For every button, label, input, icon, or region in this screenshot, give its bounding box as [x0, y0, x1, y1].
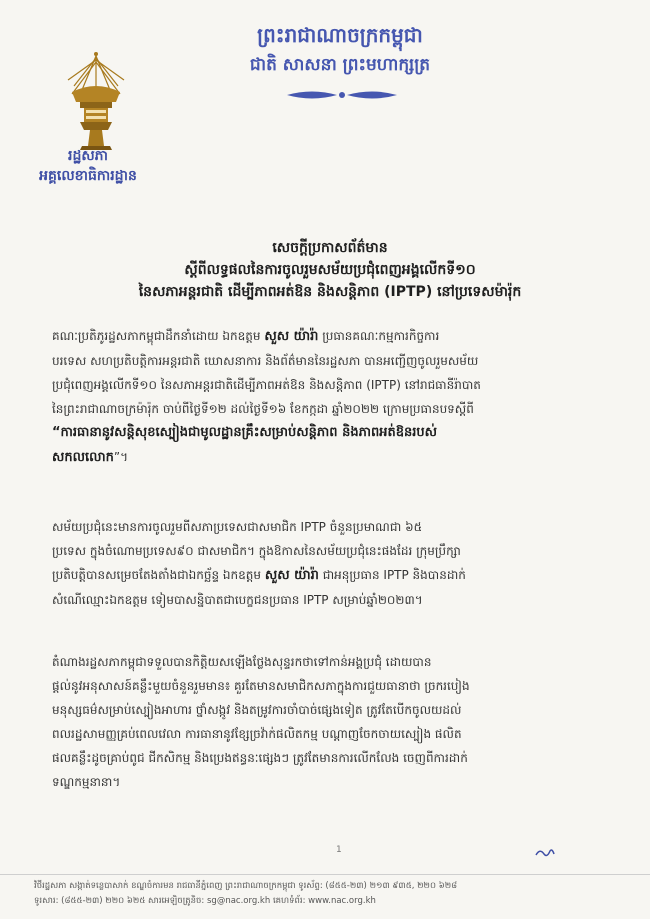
title-line-3: នៃសភាអន្តរជាតិ ដើម្បីភាពអត់ឱន និងសន្តិភាព (IPTP) នៅប្រទេសម៉ារ៉ុក	[138, 284, 522, 300]
footer	[0, 874, 650, 906]
p1-text: គណៈប្រតិភូរដ្ឋសភាកម្ពុជាដឹកនាំដោយ ឯកឧត្តម	[52, 329, 265, 343]
office-line-1: រដ្ឋសភា	[68, 148, 108, 164]
divider-ornament-icon	[282, 88, 402, 102]
p3-line-1: តំណាងរដ្ឋសភាកម្ពុជាទទួលបានកិត្តិយសឡើងថ្លែងសុន្ទរកថាទៅកាន់អង្គប្រជុំ ដោយបាន	[52, 655, 432, 669]
motto-line: ជាតិ សាសនា ព្រះមហាក្សត្រ	[249, 55, 431, 75]
p1-line-5-theme: “ការធានានូវសន្តិសុខស្បៀងជាមូលដ្ឋានគ្រឹះសម្រាប់សន្តិភាព និងភាពអត់ឱនរបស់	[52, 425, 437, 440]
office-line-2: អគ្គលេខាធិការដ្ឋាន	[39, 168, 137, 184]
p3-line-6: ទណ្ឌកម្មនានា។	[52, 775, 121, 789]
signature-mark-icon	[534, 846, 556, 860]
p2-line-1: សម័យប្រជុំនេះមានការចូលរួមពីសភាប្រទេសជាសមាជិក IPTP ចំនួនប្រមាណជា ៦៥	[52, 520, 423, 534]
delegate-name: សួស យ៉ារ៉ា	[264, 329, 319, 344]
p1-text: ប្រធានគណៈកម្មការកិច្ចការ	[318, 329, 440, 343]
p1-line-1	[52, 324, 608, 349]
p1-line-6	[52, 445, 608, 470]
document-title	[40, 237, 620, 303]
p3-line-3: មនុស្សធម៌សម្រាប់ស្បៀងអាហារ ថ្នាំសង្កូវ និងតម្រូវការចាំបាច់ផ្សេងទៀត ត្រូវតែបើកចូលយដល់	[52, 703, 462, 717]
title-line-2: ស្តីពីលទ្ធផលនៃការចូលរួមសម័យប្រជុំពេញអង្គលើកទី១០	[184, 262, 476, 278]
p3-line-2: ផ្តល់នូវអនុសាសន៍គន្លឹះមួយចំនួនរួមមាន៖ គួរតែមានសមាជិកសភាក្នុងការជួយធានាថា ច្រករបៀង	[52, 679, 470, 693]
p3-line-4: ពលរដ្ឋសាមញ្ញគ្រប់ពេលវេលា ការធានានូវខ្សែច្រវ៉ាក់ផលិតកម្ម បណ្តាញចែកចាយស្បៀង ផលិត	[52, 727, 462, 741]
p3-line-5: ផលគន្លឹះដូចគ្រាប់ពូជ ជីកសិកម្ម និងប្រេងឥន្ធនៈផ្សេងៗ ត្រូវតែមានការលើកលែង ចេញពីការដាក់	[52, 751, 468, 765]
paragraph-2	[52, 515, 608, 612]
delegate-name: សួស យ៉ារ៉ា	[264, 568, 319, 583]
p2-text: ប្រតិបត្តិបានសម្រេចតែងតាំងជាឯកច្ឆ័ន្ទ ឯកឧត្តម	[52, 568, 265, 582]
p2-line-4: សំណើឈ្មោះឯកឧត្តម ទៀមបាសន្និបាតជាបេក្ខជនប្រធាន IPTP សម្រាប់ឆ្នាំ២០២៣។	[52, 593, 423, 607]
paragraph-1	[52, 324, 608, 470]
issuing-office	[28, 146, 148, 186]
p1-line-2: បរទេស សហប្រតិបត្តិការអន្តរជាតិ ឃោសនាការ និងព័ត៌មាននៃរដ្ឋសភា បានអញ្ជើញចូលរួមសម័យ	[52, 354, 479, 368]
title-line-1: សេចក្តីប្រកាសព័ត៌មាន	[272, 240, 388, 256]
p1-line-4: នៃព្រះរាជាណាចក្រម៉ារ៉ុក ចាប់ពីថ្ងៃទី១២ ដល់ថ្ងៃទី១៦ ខែកក្កដា ឆ្នាំ២០២២ ក្រោមប្រធានបទស្តីពី	[52, 402, 474, 416]
p2-line-2: ប្រទេស ក្នុងចំណោមប្រទេស៩០ ជាសមាជិក។ ក្នុងឱកាសនៃសម័យប្រជុំនេះផងដែរ ក្រុមប្រឹក្សា	[52, 544, 461, 558]
footer-address: វិថីរដ្ឋសភា សង្កាត់ទន្លេបាសាក់ ខណ្ឌចំការមន រាជធានីភ្នំពេញ ព្រះរាជាណាចក្រកម្ពុជា ទូរស័ព្ទ: (៨៥៥-២៣) ២១៣ ៩៣៥, ២២០ ៦២៨	[34, 881, 458, 891]
p1-text: ”។	[113, 450, 129, 464]
page-number: 1	[336, 845, 342, 855]
p2-line-3	[52, 563, 608, 588]
national-assembly-crest-icon	[62, 50, 130, 150]
kingdom-heading	[190, 20, 490, 78]
theme-end: សកលលោក	[52, 450, 114, 465]
paragraph-3	[52, 650, 608, 794]
p1-line-3: ប្រជុំពេញអង្គលើកទី១០ នៃសភាអន្តរជាតិដើម្បីភាពអត់ឱន និងសន្តិភាព (IPTP) នៅរាជធានីរ៉ាបាត	[52, 378, 481, 392]
footer-contact: ទូរសារ: (៨៥៥-២៣) ២២០ ៦២៥ សារអេឡិចត្រូនិច: sg@nac.org.kh គេហទំព័រ: www.nac.org.kh	[34, 896, 376, 906]
p2-text: ជាអនុប្រធាន IPTP និងបានដាក់	[318, 568, 466, 582]
kingdom-line: ព្រះរាជាណាចក្រកម្ពុជា	[257, 23, 423, 47]
